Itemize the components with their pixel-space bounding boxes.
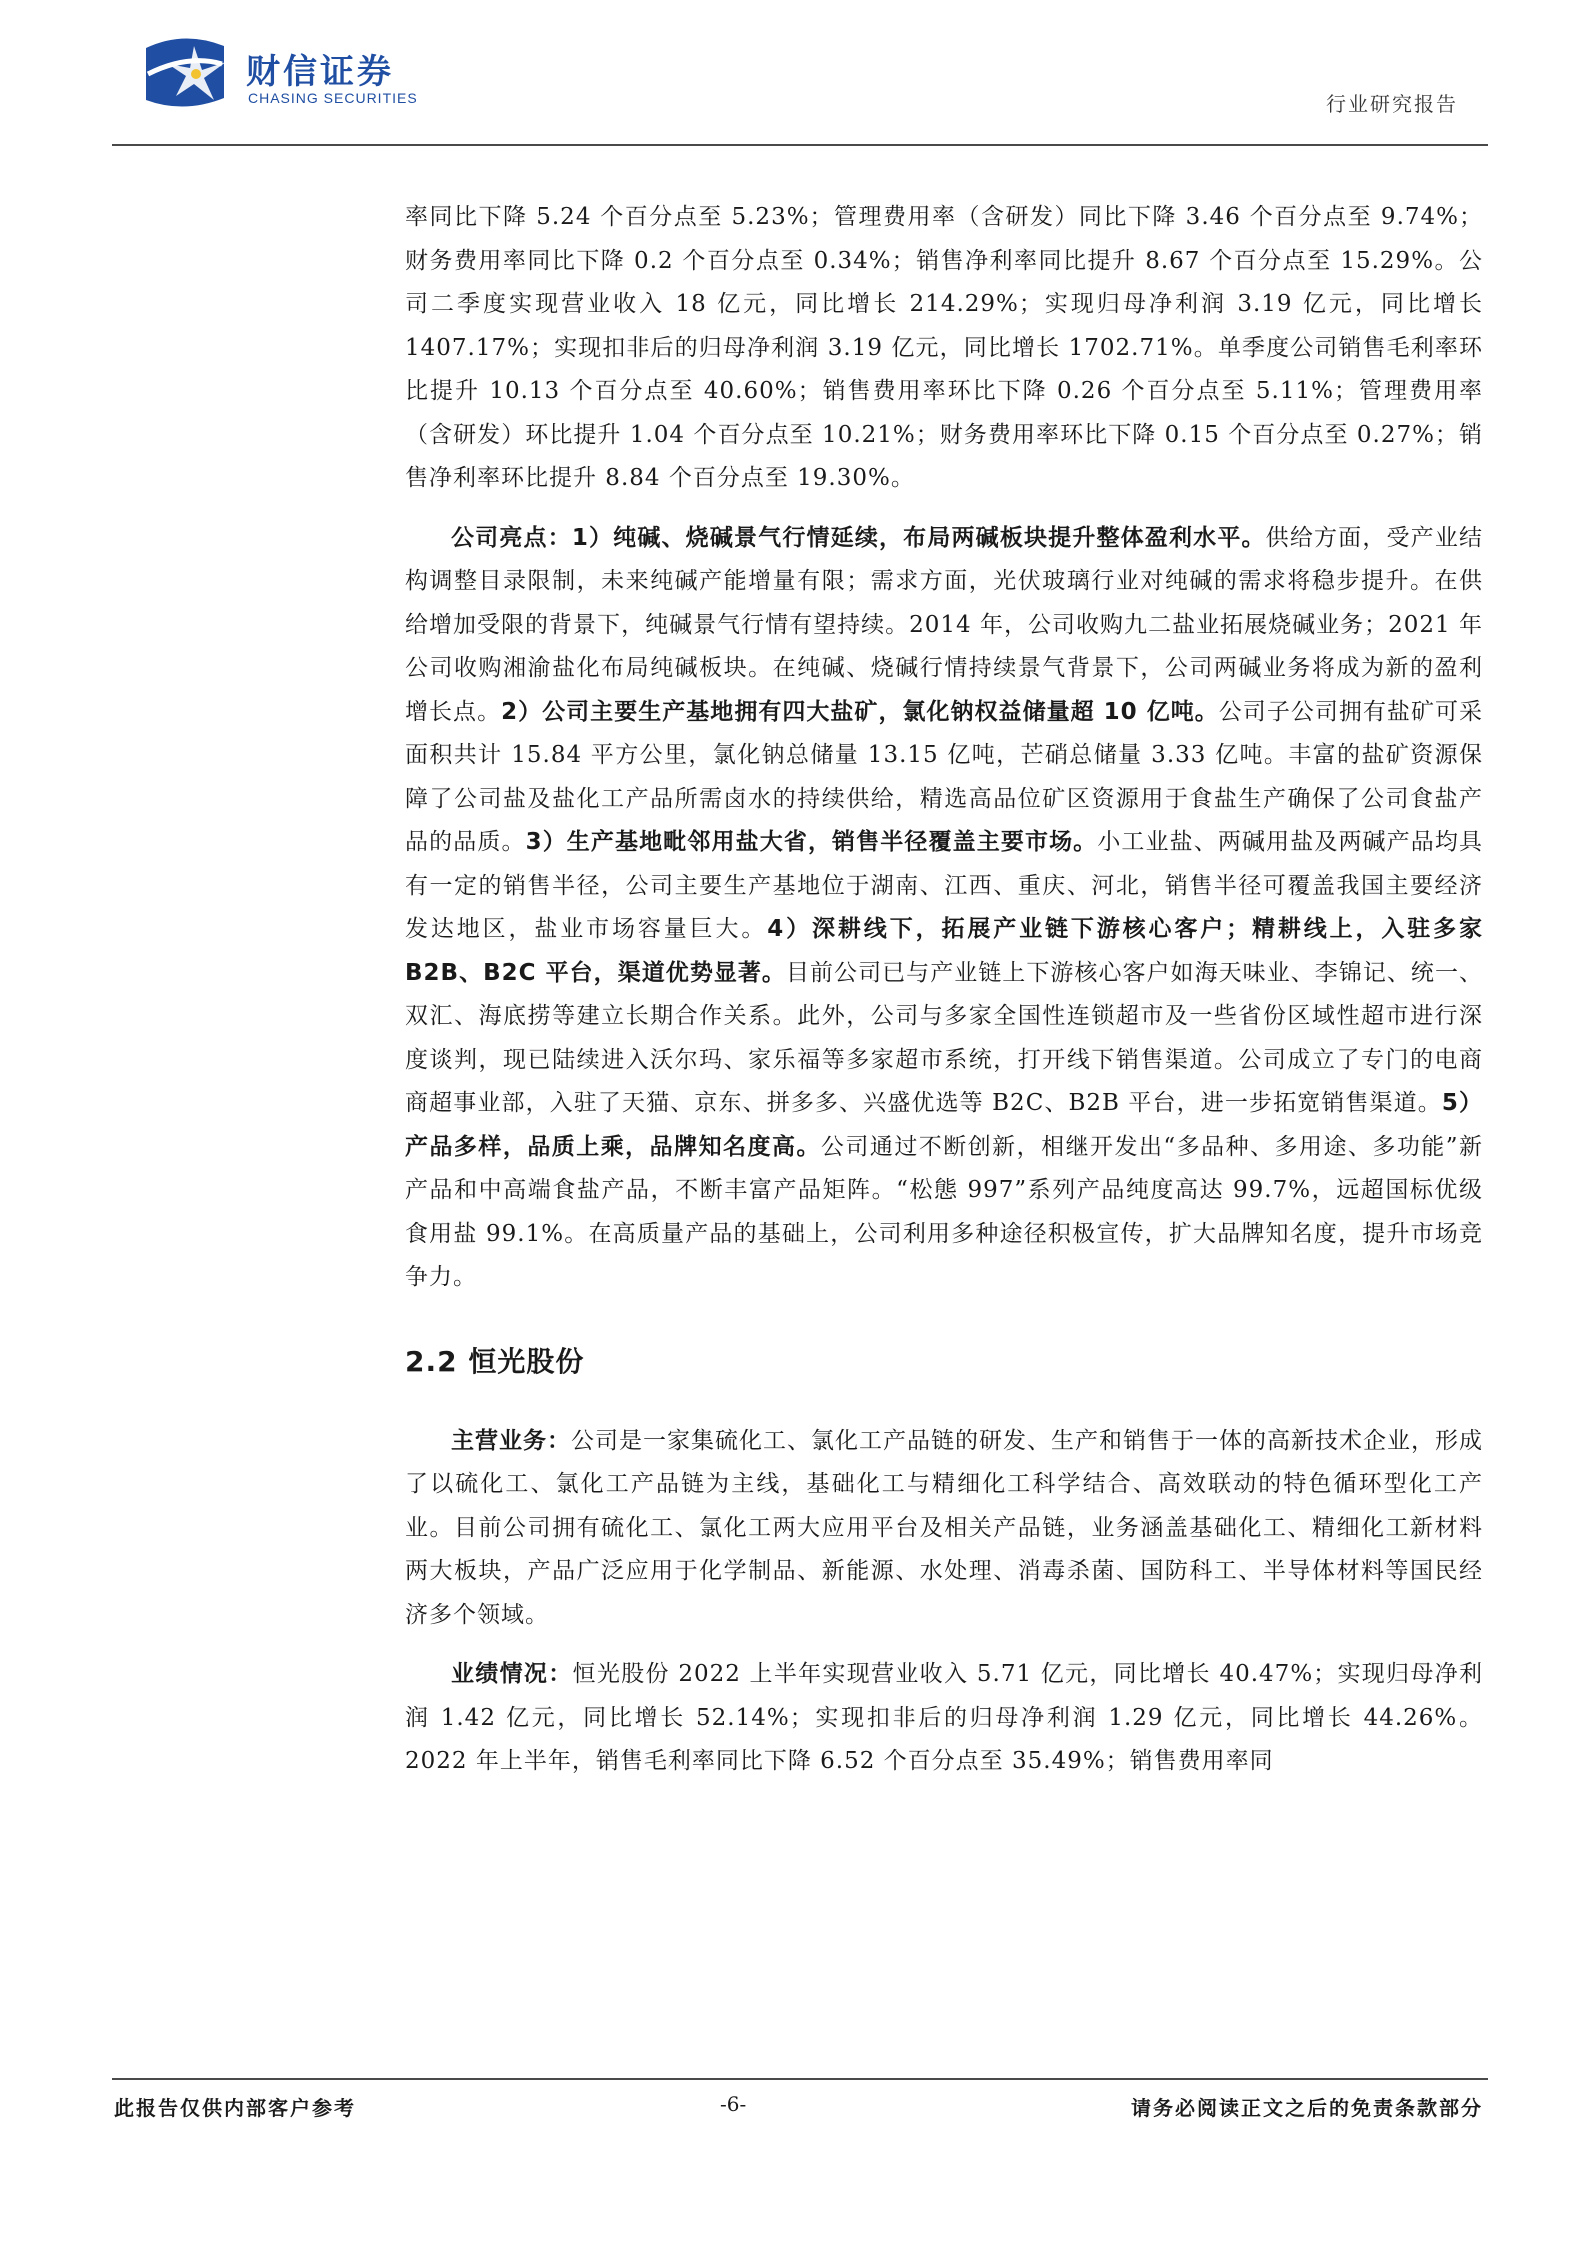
paragraph-main-business <box>405 1420 1483 1638</box>
section-heading: 2.2 恒光股份 <box>405 1344 585 1378</box>
highlight-5-heading: 5）产品多样，品质上乘，品牌知名度高。 <box>405 1090 1483 1160</box>
highlight-4-heading: 4）深耕线下，拓展产业链下游核心客户；精耕线上，入驻多家 B2B、B2C 平台，渠道优势显著。 <box>405 916 1483 986</box>
paragraph-highlights <box>405 517 1483 1300</box>
company-logo <box>138 34 498 114</box>
highlight-1-text: 供给方面，受产业结构调整目录限制，未来纯碱产能增量有限；需求方面，光伏玻璃行业对纯碱的需求将稳步提升。在供给增加受限的背景下，纯碱景气行情有望持续。2014 年，公司收购九二盐业拓展烧碱业务；2021 年公司收购湘渝盐化布局纯碱板块。在纯碱、烧碱行情持续景气背景下，公司两碱业务将成为新的盈利增长点。 <box>405 524 1484 725</box>
report-type-label: 行业研究报告 <box>1326 92 1458 116</box>
page-number: -6- <box>720 2092 747 2116</box>
performance-label: 业绩情况： <box>451 1661 573 1687</box>
header-divider <box>112 144 1488 146</box>
highlight-1-heading: 1）纯碱、烧碱景气行情延续，布局两碱板块提升整体盈利水平。 <box>571 524 1266 551</box>
highlight-2-heading: 2）公司主要生产基地拥有四大盐矿，氯化钠权益储量超 10 亿吨。 <box>501 698 1219 725</box>
performance-text: 恒光股份 2022 上半年实现营业收入 5.71 亿元，同比增长 40.47%；实现归母净利润 1.42 亿元，同比增长 52.14%；实现扣非后的归母净利润 1.29 亿元，同比增长 44.26%。2022 年上半年，销售毛利率同比下降 6.52 个百分点至 35.49%；销售费用率同 <box>405 1661 1484 1774</box>
highlights-label: 公司亮点： <box>451 524 572 551</box>
paragraph-performance-continued: 率同比下降 5.24 个百分点至 5.23%；管理费用率（含研发）同比下降 3.46 个百分点至 9.74%；财务费用率同比下降 0.2 个百分点至 0.34%；销售净利率同比提升 8.67 个百分点至 15.29%。公司二季度实现营业收入 18 亿元，同比增长 214.29%；实现归母净利润 3.19 亿元，同比增长 1407.17%；实现扣非后的归母净利润 3.19 亿元，同比增长 1702.71%。单季度公司销售毛利率环比提升 10.13 个百分点至 40.60%；销售费用率环比下降 0.26 个百分点至 5.11%；管理费用率（含研发）环比提升 1.04 个百分点至 10.21%；财务费用率环比下降 0.15 个百分点至 0.27%；销售净利率环比提升 8.84 个百分点至 19.30%。 <box>405 204 1483 491</box>
logo-text-en: CHASING SECURITIES <box>248 90 418 106</box>
footer-disclaimer-right: 请务必阅读正文之后的免责条款部分 <box>1131 2096 1483 2120</box>
highlight-4-text: 目前公司已与产业链上下游核心客户如海天味业、李锦记、统一、双汇、海底捞等建立长期合作关系。此外，公司与多家全国性连锁超市及一些省份区域性超市进行深度谈判，现已陆续进入沃尔玛、家乐福等多家超市系统，打开线下销售渠道。公司成立了专门的电商商超事业部，入驻了天猫、京东、拼多多、兴盛优选等 B2C、B2B 平台，进一步拓宽销售渠道。 <box>405 959 1483 1116</box>
highlight-3-text: 小工业盐、两碱用盐及两碱产品均具有一定的销售半径，公司主要生产基地位于湖南、江西、重庆、河北，销售半径可覆盖我国主要经济发达地区，盐业市场容量巨大。 <box>405 829 1484 942</box>
main-business-text: 公司是一家集硫化工、氯化工产品链的研发、生产和销售于一体的高新技术企业，形成了以硫化工、氯化工产品链为主线，基础化工与精细化工科学结合、高效联动的特色循环型化工产业。目前公司拥有硫化工、氯化工两大应用平台及相关产品链，业务涵盖基础化工、精细化工新材料两大板块，产品广泛应用于化学制品、新能源、水处理、消毒杀菌、国防科工、半导体材料等国民经济多个领域。 <box>405 1427 1483 1628</box>
highlight-5-text: 公司通过不断创新，相继开发出“多品种、多用途、多功能”新产品和中高端食盐产品，不断丰富产品矩阵。“松態 997”系列产品纯度高达 99.7%，远超国标优级食用盐 99.1%。在高质量产品的基础上，公司利用多种途径积极宣传，扩大品牌知名度，提升市场竞争力。 <box>405 1133 1483 1290</box>
highlight-3-heading: 3）生产基地毗邻用盐大省，销售半径覆盖主要市场。 <box>525 829 1098 855</box>
main-content <box>405 196 1483 1800</box>
footer-divider <box>112 2078 1488 2080</box>
footer-disclaimer-left: 此报告仅供内部客户参考 <box>114 2096 356 2120</box>
logo-text-cn: 财信证券 <box>246 52 394 92</box>
logo-mark-icon <box>138 34 230 114</box>
page-header <box>112 28 1488 146</box>
paragraph-performance <box>405 1653 1483 1784</box>
main-business-label: 主营业务： <box>451 1427 571 1454</box>
highlight-2-text: 公司子公司拥有盐矿可采面积共计 15.84 平方公里，氯化钠总储量 13.15 亿吨，芒硝总储量 3.33 亿吨。丰富的盐矿资源保障了公司盐及盐化工产品所需卤水的持续供给，精选高品位矿区资源用于食盐生产确保了公司食盐产品的品质。 <box>405 698 1484 855</box>
